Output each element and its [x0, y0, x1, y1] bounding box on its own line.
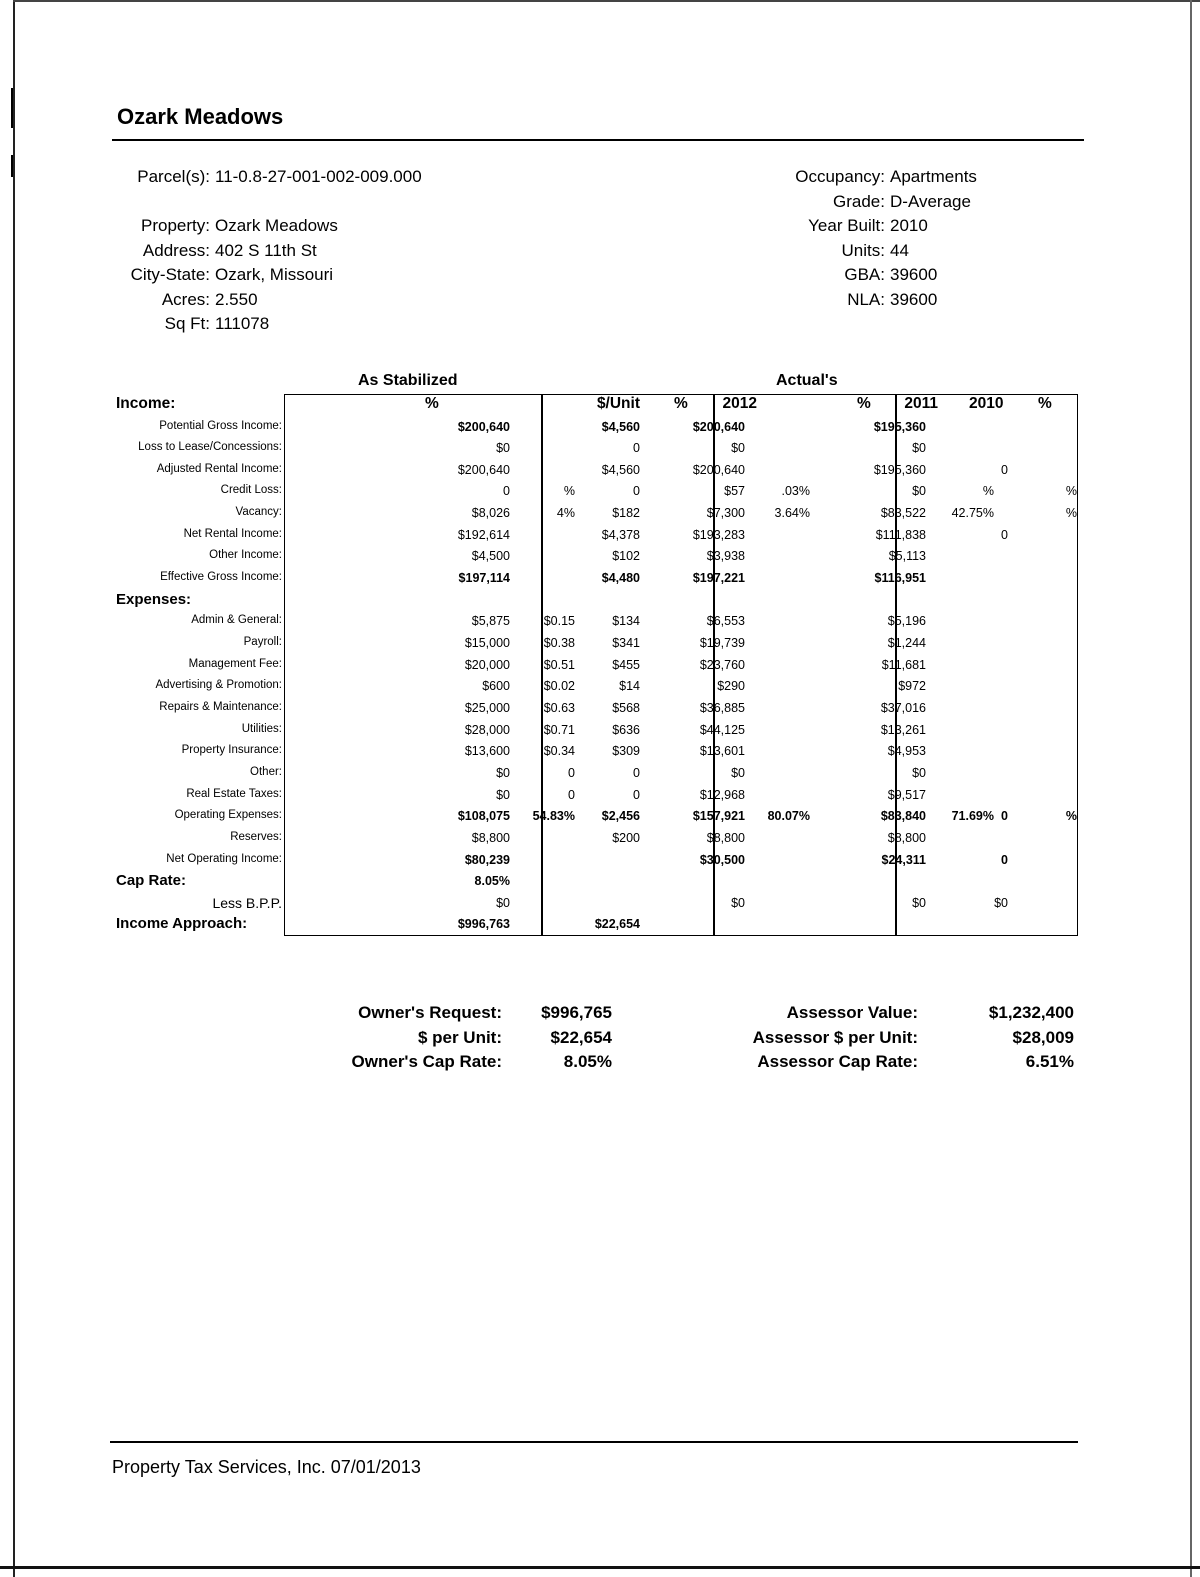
- cell-c1: $996,763: [457, 917, 510, 932]
- cell-c3: $2,456: [601, 809, 640, 824]
- cell-c8: 0: [1001, 809, 1008, 824]
- row-label: Other:: [250, 765, 282, 778]
- row-label: Income Approach:: [116, 915, 248, 933]
- cell-c9: %: [1065, 809, 1077, 824]
- grade-row: [0, 190, 977, 215]
- nla-label: NLA:: [847, 289, 885, 309]
- cell-c1: $80,239: [464, 852, 510, 867]
- row-label: Real Estate Taxes:: [186, 787, 282, 800]
- cell-c1: $0: [496, 787, 510, 802]
- row-label: Reserves:: [230, 830, 282, 843]
- table-row: [112, 590, 1080, 612]
- table-row: [112, 828, 1080, 850]
- cell-c4: $6,553: [706, 614, 745, 629]
- row-label: Vacancy:: [235, 506, 282, 519]
- cell-c5: 80.07%: [767, 809, 810, 824]
- cell-c6: $11,681: [881, 657, 926, 672]
- cell-c1: $0: [496, 765, 510, 780]
- cell-c9: %: [1065, 484, 1077, 499]
- table-row: [112, 893, 1080, 915]
- owner-per-unit-label: $ per Unit:: [417, 1028, 502, 1047]
- cell-c4: $7,300: [706, 506, 745, 521]
- cell-c6: $0: [912, 765, 926, 780]
- per-unit-header: $/Unit: [596, 395, 640, 412]
- cell-c3: 0: [633, 441, 640, 456]
- row-label: Utilities:: [241, 722, 282, 735]
- cell-c3: 0: [633, 765, 640, 780]
- cell-c3: $22,654: [594, 917, 640, 932]
- table-row: [112, 698, 1080, 720]
- units-value: 44: [890, 240, 909, 260]
- cell-c1: $108,075: [457, 809, 510, 824]
- income-section-label: Income:: [116, 395, 176, 412]
- address-value: 402 S 11th St: [215, 240, 317, 260]
- cell-c4: $13,601: [699, 744, 745, 759]
- footer-text: Property Tax Services, Inc. 07/01/2013: [112, 1457, 421, 1477]
- stab-pct-header: %: [425, 395, 439, 412]
- row-label: Repairs & Maintenance:: [159, 700, 282, 713]
- table-row: [112, 481, 1080, 503]
- cell-c6: $5,113: [888, 549, 926, 564]
- cell-c7: 42.75%: [951, 506, 994, 521]
- table-row: [112, 655, 1080, 677]
- cell-c4: $44,125: [699, 722, 745, 737]
- cell-c4: $0: [731, 765, 745, 780]
- cell-c1: $8,800: [471, 830, 510, 845]
- cell-c6: $972: [898, 679, 926, 694]
- year-built-label: Year Built:: [808, 216, 885, 236]
- cell-c9: %: [1065, 506, 1077, 521]
- cell-c8: 0: [1001, 852, 1008, 867]
- cell-c2: %: [563, 484, 575, 499]
- table-row: [112, 503, 1080, 525]
- cell-c6: $1,244: [887, 636, 926, 650]
- owner-request-label: Owner's Request:: [358, 1003, 502, 1022]
- cell-c3: $4,378: [601, 527, 640, 542]
- occupancy-row: [0, 165, 977, 190]
- table-row: [112, 763, 1080, 785]
- property-value: Ozark Meadows: [215, 216, 338, 235]
- row-label: Advertising & Promotion:: [155, 679, 282, 692]
- scan-edge-bottom: [0, 1566, 1200, 1569]
- cell-c1: $25,000: [464, 700, 510, 715]
- table-row: [112, 741, 1080, 763]
- row-label: Property Insurance:: [181, 744, 282, 757]
- cell-c4: $23,760: [699, 657, 745, 672]
- cell-c4: $200,640: [692, 462, 745, 477]
- cell-c3: $14: [619, 679, 640, 694]
- table-header-row: [112, 394, 1080, 416]
- cell-c6: $116,951: [874, 571, 926, 586]
- cell-c4: $36,885: [699, 700, 745, 715]
- table-row: [112, 546, 1080, 568]
- cell-c1: $28,000: [464, 722, 510, 737]
- year-built-row: [0, 214, 977, 239]
- row-label: Other Income:: [209, 549, 282, 562]
- grade-value: D-Average: [890, 191, 971, 211]
- parcel-value: 11-0.8-27-001-002-009.000: [215, 167, 422, 186]
- year-2011-header: 2011: [904, 395, 938, 412]
- row-label: Less B.P.P.: [212, 894, 282, 911]
- cell-c7: %: [982, 484, 994, 499]
- cell-c2: 0: [568, 765, 575, 780]
- header-actuals: Actual's: [776, 372, 838, 389]
- cell-c6: $195,360: [873, 462, 926, 477]
- cell-c4: $19,739: [699, 636, 745, 650]
- cell-c2: $0.15: [543, 614, 575, 629]
- cell-c2: $0.02: [543, 679, 575, 694]
- table-row: [112, 438, 1080, 460]
- city-state-value: Ozark, Missouri: [215, 265, 334, 285]
- assessor-cap-rate-label: Assessor Cap Rate:: [757, 1052, 918, 1071]
- gba-row: [0, 263, 977, 288]
- row-label: Cap Rate:: [116, 872, 187, 890]
- cell-c6: $8,800: [887, 830, 926, 845]
- cell-c1: $197,114: [458, 571, 510, 586]
- cell-c4: $0: [731, 895, 745, 910]
- cell-c1: $4,500: [471, 549, 510, 564]
- footer-divider: [110, 1441, 1078, 1443]
- city-state-label: City-State:: [130, 265, 210, 285]
- cell-c4: $57: [724, 484, 745, 499]
- row-label: Operating Expenses:: [174, 809, 282, 822]
- units-label: Units:: [841, 240, 885, 260]
- row-label: Potential Gross Income:: [159, 419, 282, 432]
- cell-c8: $0: [994, 895, 1008, 910]
- cell-c1: 0: [503, 484, 510, 499]
- table-row: [112, 676, 1080, 698]
- table-row: [112, 720, 1080, 742]
- table-row: [112, 785, 1080, 807]
- cell-c1: $0: [496, 895, 510, 910]
- parcel-label: Parcel(s):: [137, 167, 210, 186]
- cell-c6: $83,840: [880, 809, 926, 824]
- owner-cap-rate-label: Owner's Cap Rate:: [351, 1052, 502, 1071]
- cell-c1: $0: [496, 441, 510, 456]
- cell-c4: $193,283: [692, 527, 745, 542]
- cell-c1: 8.05%: [474, 874, 510, 889]
- cell-c6: $0: [912, 441, 926, 456]
- cell-c2: $0.38: [543, 636, 575, 650]
- cell-c6: $0: [912, 484, 926, 499]
- table-row: [112, 568, 1080, 590]
- assessor-per-unit-value: $28,009: [1012, 1028, 1074, 1047]
- table-row: [112, 525, 1080, 547]
- nla-row: [0, 288, 977, 313]
- cell-c3: $4,480: [601, 571, 640, 586]
- cell-c2: $0.34: [543, 744, 575, 759]
- cell-c6: $0: [912, 895, 926, 910]
- cell-c3: $4,560: [601, 462, 640, 477]
- cell-c1: $5,875: [471, 614, 510, 629]
- cell-c3: $455: [612, 657, 640, 672]
- cell-c6: $37,016: [880, 700, 926, 715]
- cell-c6: $13,261: [880, 722, 926, 737]
- cell-c4: $12,968: [699, 787, 745, 802]
- row-label: Adjusted Rental Income:: [156, 462, 282, 475]
- cell-c4: $8,800: [706, 830, 745, 845]
- cell-c3: $134: [612, 614, 640, 629]
- cell-c4: $3,938: [706, 549, 745, 564]
- cell-c6: $24,311: [881, 852, 926, 867]
- table-row: [112, 611, 1080, 633]
- table-row: [112, 460, 1080, 482]
- cell-c1: $20,000: [464, 657, 510, 672]
- cell-c2: 4%: [556, 506, 575, 521]
- grade-label: Grade:: [833, 191, 885, 211]
- cell-c6: $4,953: [887, 744, 926, 759]
- cell-c3: $102: [612, 549, 640, 564]
- cell-c4: $157,921: [692, 809, 745, 824]
- row-label: Loss to Lease/Concessions:: [138, 441, 282, 454]
- cell-c1: $13,600: [464, 744, 510, 759]
- property-label: Property:: [141, 216, 210, 235]
- cell-c6: $83,522: [880, 506, 926, 521]
- assessor-cap-rate-value: 6.51%: [1025, 1052, 1074, 1071]
- sqft-value: 111078: [215, 314, 270, 334]
- building-info: [0, 165, 977, 313]
- row-label: Expenses:: [116, 590, 192, 608]
- cell-c3: $568: [612, 700, 640, 715]
- row-label: Net Rental Income:: [183, 527, 282, 540]
- cell-c6: $9,517: [887, 787, 926, 802]
- scan-edge-right: [1190, 0, 1192, 1577]
- cell-c3: 0: [633, 484, 640, 499]
- cell-c4: $197,221: [692, 571, 745, 586]
- cell-c6: $111,838: [875, 527, 926, 542]
- header-as-stabilized: As Stabilized: [358, 372, 458, 389]
- title-divider: [112, 139, 1084, 141]
- cell-c3: $4,560: [601, 419, 640, 434]
- owner-cap-rate-value: 8.05%: [563, 1052, 612, 1071]
- assessor-per-unit-label: Assessor $ per Unit:: [752, 1028, 918, 1047]
- cell-c2: $0.71: [543, 722, 575, 737]
- year-built-value: 2010: [890, 216, 928, 236]
- cell-c3: $182: [612, 506, 640, 521]
- year-2010-pct-header: %: [1038, 395, 1052, 412]
- gba-label: GBA:: [844, 265, 885, 285]
- cell-c1: $200,640: [457, 419, 510, 434]
- table-row: [112, 806, 1080, 828]
- cell-c7: 71.69%: [951, 809, 994, 824]
- cell-c4: $200,640: [692, 419, 745, 434]
- cell-c2: $0.63: [543, 700, 575, 715]
- cell-c4: $0: [731, 441, 745, 456]
- assessor-value-value: $1,232,400: [988, 1003, 1074, 1022]
- table-row: [112, 914, 1080, 936]
- sqft-label: Sq Ft:: [164, 314, 210, 334]
- cell-c2: 0: [568, 787, 575, 802]
- scan-mark: [11, 88, 13, 128]
- cell-c3: $341: [612, 636, 640, 650]
- occupancy-label: Occupancy:: [795, 167, 885, 186]
- sqft-row: [0, 312, 338, 337]
- cell-c5: .03%: [781, 484, 810, 499]
- cell-c8: 0: [1001, 462, 1008, 477]
- cell-c3: $309: [612, 744, 640, 759]
- owner-request-value: $996,765: [541, 1003, 612, 1022]
- cell-c1: $15,000: [464, 636, 510, 650]
- table-row: [112, 871, 1080, 893]
- page-title: Ozark Meadows: [117, 104, 284, 129]
- cell-c1: $200,640: [457, 462, 510, 477]
- address-label: Address:: [142, 240, 210, 260]
- acres-value: 2.550: [215, 289, 258, 309]
- gba-value: 39600: [890, 265, 938, 285]
- cell-c3: $636: [612, 722, 640, 737]
- row-label: Net Operating Income:: [166, 852, 282, 865]
- row-label: Effective Gross Income:: [160, 571, 282, 584]
- year-2010-header: 2010: [969, 395, 1004, 412]
- nla-value: 39600: [890, 289, 938, 309]
- row-label: Admin & General:: [191, 614, 282, 627]
- cell-c3: 0: [633, 787, 640, 802]
- cell-c2: 54.83%: [532, 809, 575, 824]
- cell-c6: $5,196: [887, 614, 926, 629]
- occupancy-value: Apartments: [890, 167, 977, 186]
- year-2012-pct-header: %: [674, 395, 688, 412]
- table-row: [112, 850, 1080, 872]
- cell-c1: $192,614: [457, 527, 510, 542]
- cell-c4: $30,500: [699, 852, 745, 867]
- owner-per-unit-value: $22,654: [550, 1028, 612, 1047]
- row-label: Payroll:: [243, 636, 282, 648]
- cell-c6: $195,360: [873, 419, 926, 434]
- row-label: Credit Loss:: [220, 484, 282, 497]
- acres-label: Acres:: [161, 289, 210, 309]
- cell-c2: $0.51: [543, 657, 575, 672]
- year-2011-pct-header: %: [857, 395, 871, 412]
- cell-c8: 0: [1001, 527, 1008, 542]
- cell-c5: 3.64%: [774, 506, 810, 521]
- table-row: [112, 417, 1080, 439]
- cell-c1: $8,026: [471, 506, 510, 521]
- year-2012-header: 2012: [722, 395, 757, 412]
- cell-c3: $200: [612, 830, 640, 845]
- scan-edge-top: [13, 0, 1200, 2]
- cell-c1: $600: [482, 679, 510, 694]
- table-row: [112, 633, 1080, 655]
- row-label: Management Fee:: [188, 657, 282, 670]
- assessor-value-label: Assessor Value:: [786, 1003, 918, 1022]
- cell-c4: $290: [717, 679, 745, 694]
- units-row: [0, 239, 977, 264]
